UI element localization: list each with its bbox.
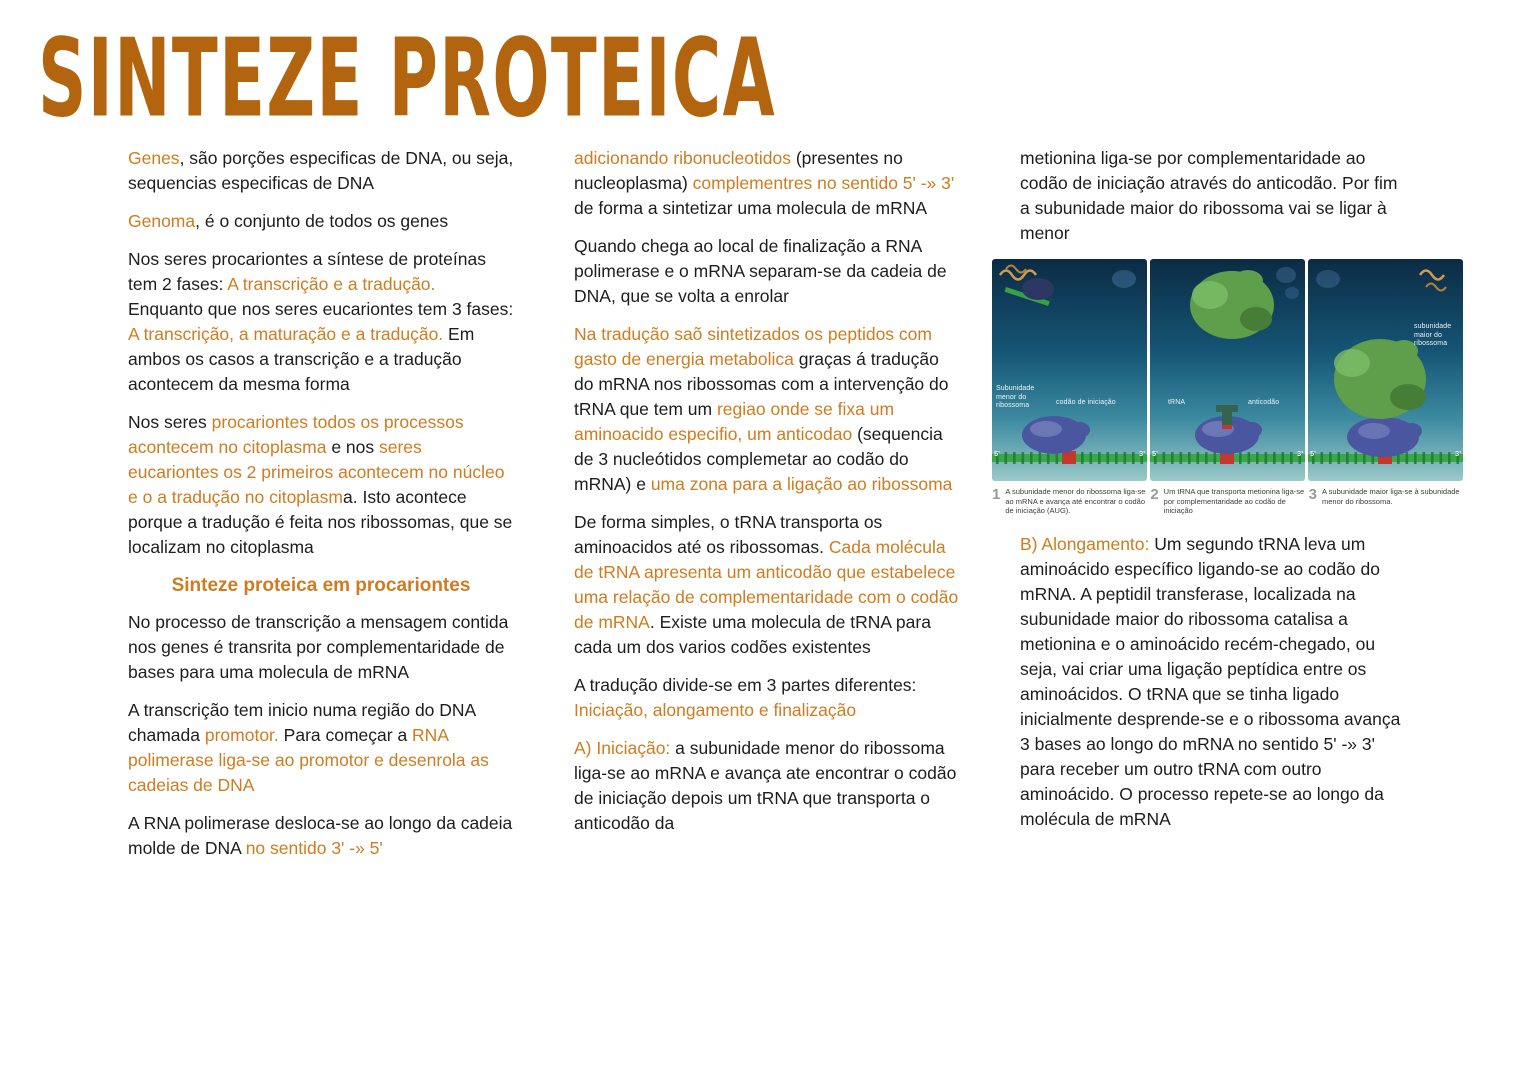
body-text: No processo de transcrição a mensagem contida nos genes é transrita por complementaridade de bases para uma molecula de mRNA [128,612,509,682]
highlighted-text: RNA polimerase liga-se ao promotor e desenrola as cadeias de DNA [128,725,489,795]
paragraph [128,410,514,560]
highlighted-text: seres eucariontes os 2 primeiros acontecem no núcleo e o a tradução no citoplasm [128,437,505,507]
body-text: Nos seres procariontes a síntese de proteínas tem 2 fases: [128,249,486,294]
paragraph [128,698,514,798]
paragraph [574,736,960,836]
figure-panel-3 [1308,259,1463,481]
text-columns [128,146,1461,874]
column-3-intro [1020,146,1406,246]
body-text: , são porções especificas de DNA, ou seja, sequencias especificas de DNA [128,148,514,193]
figure-label: Subunidade menor do ribossoma [996,385,1035,409]
highlighted-text: Sinteze proteica em procariontes [171,575,471,596]
paragraph [128,209,514,234]
body-text: graças á tradução do mRNA nos ribossomas com a intervenção do tRNA que tem um [574,349,949,419]
body-text: e nos [326,437,379,457]
body-text: Quando chega ao local de finalização a RNA polimerase e o mRNA separam-se da cadeia de DNA, que se volta a enrolar [574,236,947,306]
column-1 [128,146,514,874]
highlighted-text: Genoma [128,211,196,231]
paragraph [128,811,514,861]
highlighted-text: no sentido 3' -» 5' [245,838,383,858]
figure-caption-2 [1150,487,1305,516]
body-text: de forma a sintetizar uma molecula de mRNA [574,198,928,218]
column-2 [574,146,960,874]
body-text: (presentes no nucleoplasma) [574,148,903,193]
figure-label: codão de iniciação [1056,399,1116,406]
highlighted-text: adicionando ribonucleotidos [574,148,791,168]
body-text: A transcrição tem inicio numa região do DNA chamada [128,700,476,745]
figure-captions [992,481,1464,516]
figure-caption-1 [992,487,1147,516]
paragraph [128,610,514,685]
column-3-continuation [1020,532,1406,832]
body-text: (sequencia de 3 nucleótidos complemetar ao codão do mRNA) e [574,424,943,494]
panel-2-illustration [1150,259,1305,481]
strand-5-label: 5' [994,449,1000,458]
figure-panels [992,259,1464,481]
paragraph [128,146,514,196]
strand-5-label: 5' [1310,449,1316,458]
highlighted-text: promotor. [204,725,279,745]
highlighted-text: A transcrição, a maturação e a tradução. [128,324,444,344]
highlighted-text: A transcrição e a tradução. [227,274,436,294]
strand-3-label: 3' [1455,449,1461,458]
figure-panel-1 [992,259,1147,481]
strand-3-label: 3' [1297,449,1303,458]
body-text: a subunidade menor do ribossoma liga-se ao mRNA e avança ate encontrar o codão de iniciação depois um tRNA que transporta o anticodão da [574,738,957,833]
panel-3-illustration [1308,259,1463,481]
figure-label: subunidade maior do ribossoma [1414,323,1452,347]
paragraph [128,247,514,397]
page-title: SINTEZE PROTEICA [38,16,777,142]
body-text: Para começar a [278,725,413,745]
strand-5-label: 5' [1152,449,1158,458]
body-text: Um segundo tRNA leva um aminoácido específico ligando-se ao codão do mRNA. A peptidil transferase, localizada na subunidade maior do ribossoma catalisa a metionina e o aminoácido recém-chegado, ou seja, vai criar uma ligação peptídica entre os aminoácidos. O tRNA que se tinha ligado inicialmente desprende-se e o ribossoma avança 3 bases ao longo do mRNA no sentido 5' -» 3' para receber um outro tRNA com outro aminoácido. O processo repete-se ao longo da molécula de mRNA [1020,533,1401,829]
section-heading [128,573,514,598]
body-text: A RNA polimerase desloca-se ao longo da cadeia molde de DNA [128,813,513,858]
body-text: . Existe uma molecula de tRNA para cada um dos varios codões existentes [574,612,931,657]
body-text: A tradução divide-se em 3 partes diferentes: [574,675,917,695]
body-text: Enquanto que nos seres eucariontes tem 3 fases: [128,299,514,319]
paragraph [574,510,960,660]
caption-number: 1 [992,486,1001,503]
paragraph [1020,146,1406,246]
highlighted-text: procariontes todos os processos acontecem no citoplasma [128,412,464,457]
figure-panel-2 [1150,259,1305,481]
caption-number: 3 [1308,486,1317,503]
paragraph [574,234,960,309]
paragraph [574,146,960,221]
highlighted-text: uma zona para a ligação ao ribossoma [650,474,953,494]
paragraph [574,673,960,723]
highlighted-text: Cada molécula de tRNA apresenta um anticodão que estabelece uma relação de complementaridade com o codão de mRNA [574,537,959,632]
highlighted-text: Genes [128,148,180,168]
strand-3-label: 3' [1139,449,1145,458]
caption-text: Um tRNA que transporta metionina liga-se por complementaridade ao codão de iniciação [1163,487,1305,515]
panel-1-illustration [992,259,1147,481]
column-3 [992,146,1461,874]
figure-label: tRNA [1168,399,1186,406]
highlighted-text: Iniciação, alongamento e finalização [574,700,857,720]
highlighted-text: Na tradução saõ sintetizados os peptidos com gasto de energia metabolica [574,324,932,369]
highlighted-text: regiao onde se fixa um aminoacido especifio, um anticodao [574,399,895,444]
paragraph [1020,532,1406,832]
body-text: Em ambos os casos a transcrição e a tradução acontecem da mesma forma [128,324,475,394]
caption-text: A subunidade maior liga-se à subunidade menor do ribossoma. [1322,487,1460,506]
highlighted-text: complementres no sentido 5' -» 3' [692,173,955,193]
highlighted-text: A) Iniciação: [574,738,671,758]
body-text: a. Isto acontece porque a tradução é feita nos ribossomas, que se localizam no citoplasma [128,487,513,557]
body-text: metionina liga-se por complementaridade ao codão de iniciação através do anticodão. Por fim a subunidade maior do ribossoma vai se ligar à menor [1020,148,1398,243]
paragraph [574,322,960,497]
figure-label: anticodão [1248,399,1280,406]
body-text: , é o conjunto de todos os genes [195,211,449,231]
body-text: De forma simples, o tRNA transporta os aminoacidos até os ribossomas. [574,512,883,557]
caption-number: 2 [1150,486,1159,503]
highlighted-text: B) Alongamento: [1020,533,1150,554]
ribosome-initiation-figure [992,259,1464,516]
caption-text: A subunidade menor do ribossoma liga-se ao mRNA e avança até encontrar o codão de iniciação (AUG). [1005,487,1146,515]
body-text: Nos seres [128,412,212,432]
figure-caption-3 [1309,487,1464,516]
